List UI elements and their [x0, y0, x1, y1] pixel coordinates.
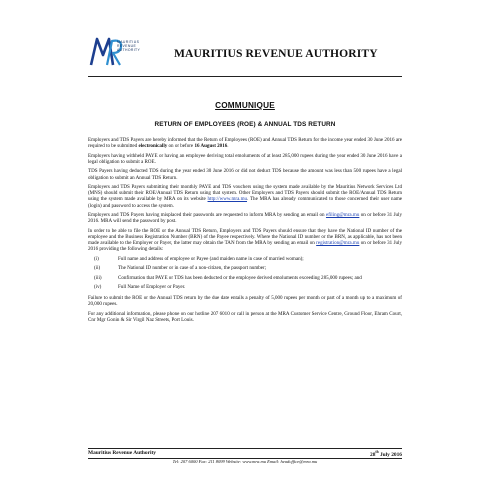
paragraph-submission-system: Employers and TDS Payers submitting their monthly PAYE and TDS vouchers using the system made available by the Mauritius Network Services Ltd (MNS) should submit their ROE/Annual TDS Return using that system. Other Employers and TDS Payers should submit the ROE/Annual TDS Return using the system made available by MRA on its website http://www.mra.mu. The MRA has already communicated to those concerned their user name (login) and password to access the system. [88, 184, 402, 209]
list-item: (ii) The National ID number or in case of a non-citizen, the passport number; [94, 265, 267, 272]
registration-email-link[interactable]: registration@mra.mu [316, 240, 360, 247]
paragraph-password: Employers and TDS Payers having misplaced their passwords are requested to inform MRA by sending an email on efiling@mra.mu on or before 31 July 2016. MRA will send the password by post. [88, 212, 402, 225]
paragraph-roe-obligation: Employers having withheld PAYE or having an employee deriving total emoluments of at least 285,000 rupees during the year ended 30 June 2016 have a legal obligation to submit a ROE. [88, 152, 402, 165]
paragraph-tds-obligation: TDS Payers having deducted TDS during the year ended 30 June 2016 or did not deduct TDS because the amount was less than 500 rupees have a legal obligation to submit an Annual TDS Return. [88, 168, 402, 181]
paragraph-penalty: Failure to submit the ROE or the Annual TDS return by the due date entails a penalty of 5,000 rupees per month or part of a month up to a maximum of 20,000 rupees. [88, 295, 402, 308]
paragraph-deadline: Employers and TDS Payers are hereby informed that the Return of Employees (ROE) and Annual TDS Return for the income year ended 30 June 2016 are required to be submitted electronically on or before 16 August 2016. [88, 137, 402, 150]
footer-authority: Mauritius Revenue Authority [88, 449, 156, 456]
letterhead [88, 30, 402, 77]
list-item: (iii) Confirmation that PAYE or TDS has been deducted or the employee derived emoluments exceeding 285,000 rupees; and [94, 274, 362, 281]
footer-contact: Tel: 207 6000 Fax: 211 8099 Website: www.mra.mu Email: headoffice@mra.mu [88, 458, 402, 464]
details-list [88, 256, 402, 290]
footer-date: 28th July 2016 [370, 449, 402, 458]
footer [88, 448, 402, 464]
authority-title: MAURITIUS REVENUE AUTHORITY [174, 47, 378, 60]
logo-text: MAURITIUS REVENUE AUTHORITY [117, 40, 141, 53]
list-item: (i) Full name and address of employee or Payee (and maiden name in case of married woman); [94, 255, 304, 262]
communique-body [88, 137, 402, 323]
paragraph-requirements: In order to be able to file the ROE or the Annual TDS Return, Employers and TDS Payers should ensure that they have the National ID number of the employee and the Business Registration Number (BRN) of the Payee respectively. Where the National ID number or the BRN, as applicable, has not been made available to the Employer or Payer, the latter may obtain the TAN from the MRA by sending an email on registration@mra.mu on or before 31 July 2016 providing the following details: [88, 227, 402, 253]
communique-page [88, 30, 402, 326]
paragraph-contact: For any additional information, please phone on our hotline 207 6010 or call in person at the MRA Customer Service Centre, Ground Floor, Ehram Court, Cnr Mgr Gonin & Sir Virgil Naz Streets, Port Louis. [88, 310, 402, 323]
communique-subtitle: RETURN OF EMPLOYEES (ROE) & ANNUAL TDS RETURN [154, 121, 336, 128]
communique-heading: COMMUNIQUE [215, 101, 275, 110]
list-item: (iv) Full Name of Employer or Payer. [94, 283, 186, 290]
efiling-email-link[interactable]: efiling@mra.mu [325, 212, 360, 219]
mra-website-link[interactable]: http://www.mra.mu [207, 196, 248, 203]
